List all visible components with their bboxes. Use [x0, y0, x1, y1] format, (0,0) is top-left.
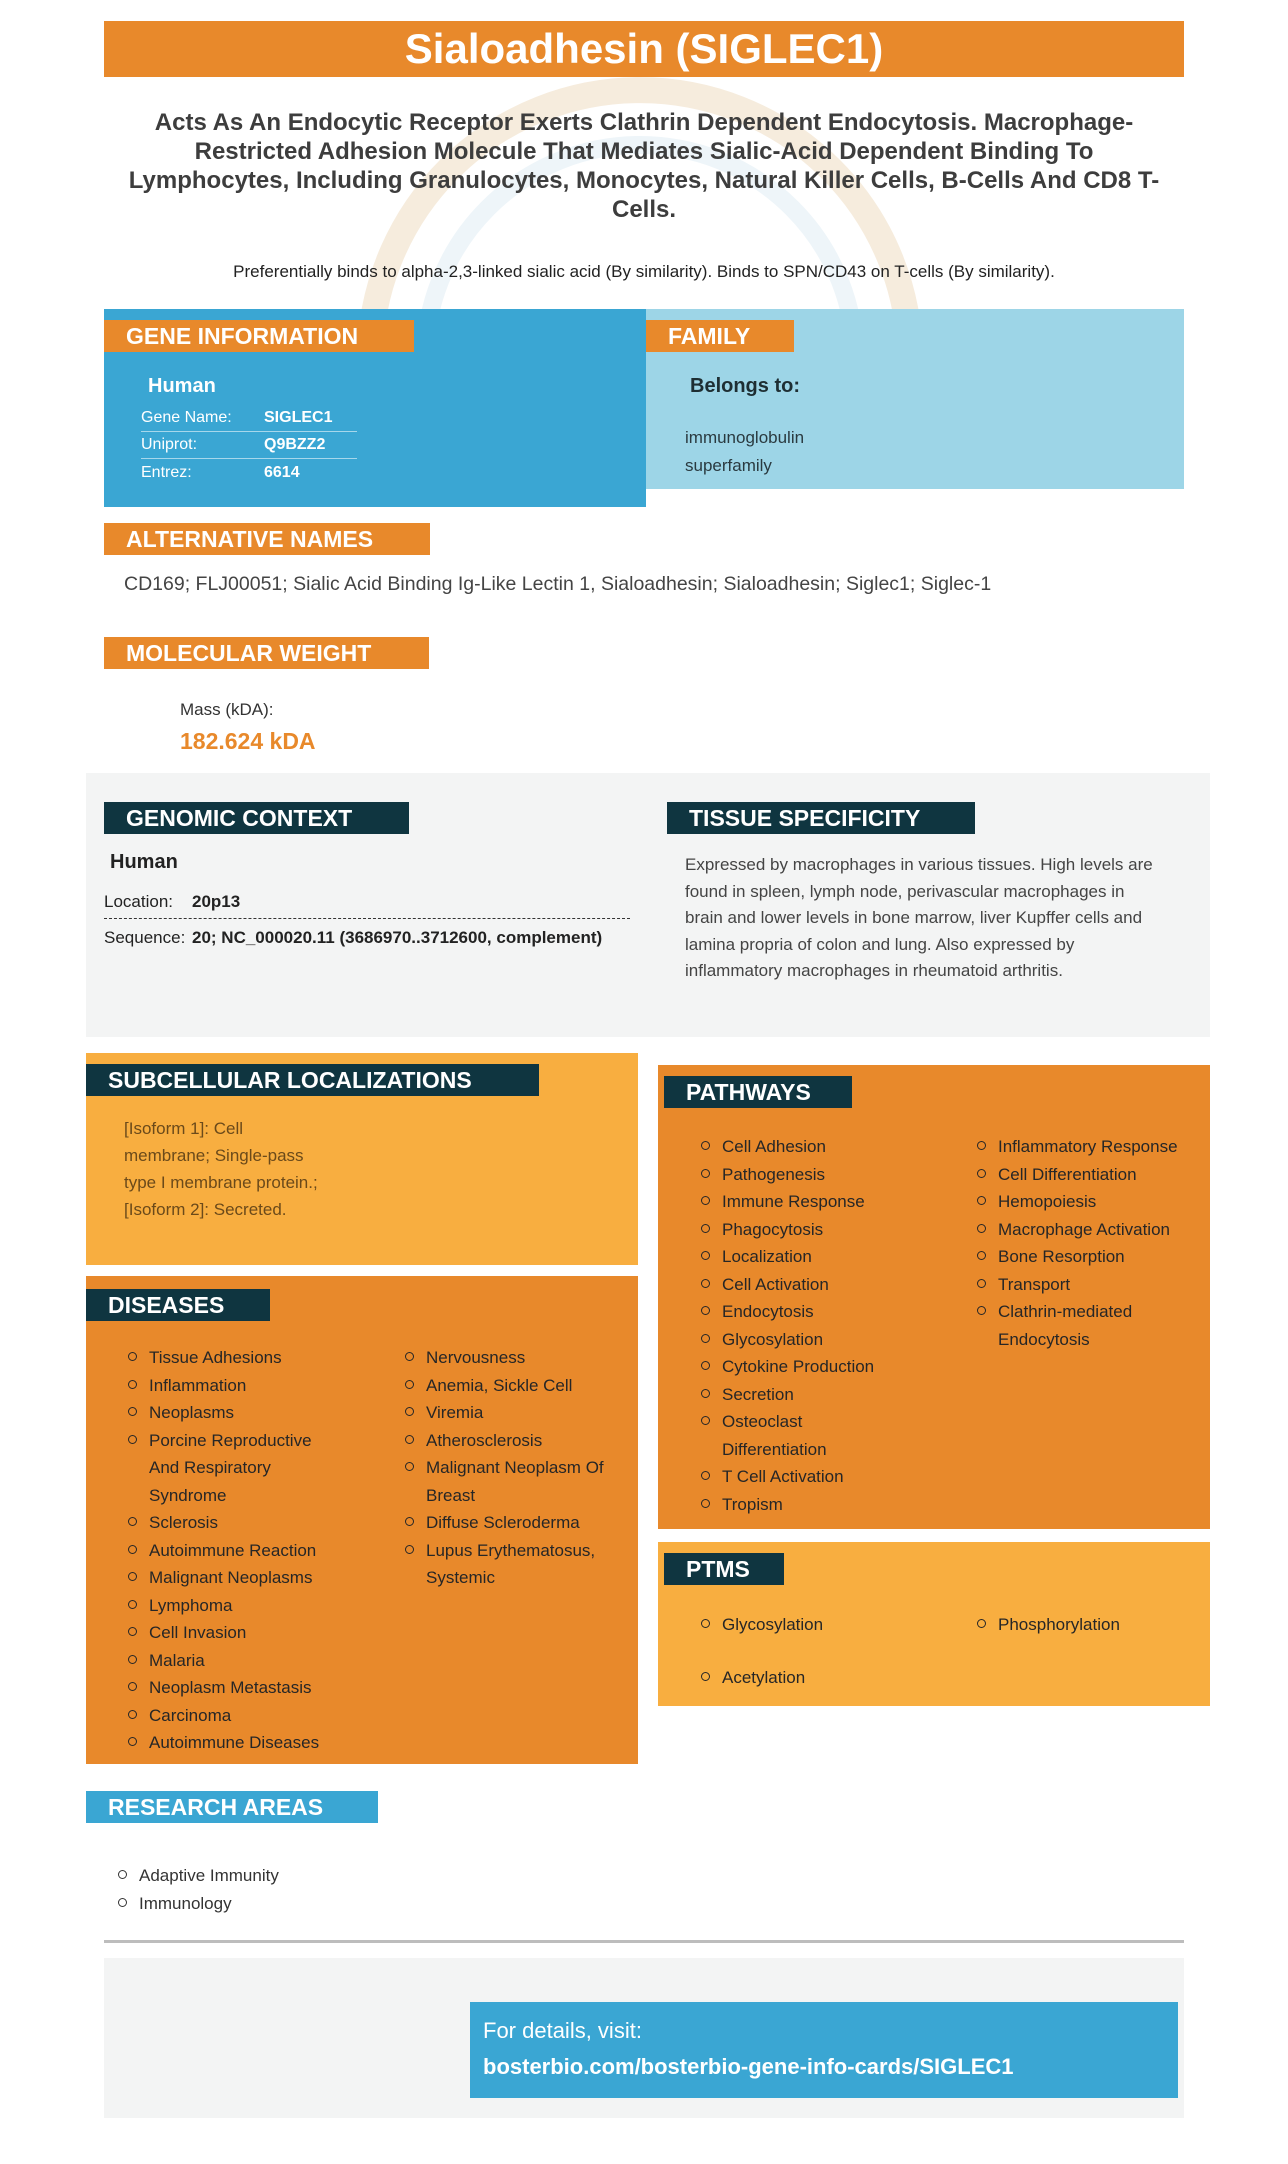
uniprot-row — [141, 432, 357, 459]
subcellular-line-4: [Isoform 2]: Secreted. — [124, 1200, 287, 1219]
gene-name-row — [141, 405, 357, 432]
subcellular-line-3: type I membrane protein.; — [124, 1173, 318, 1192]
sequence-row — [104, 928, 602, 948]
list-item: Macrophage Activation — [972, 1216, 1208, 1244]
list-item: Malignant Neoplasm Of Breast — [400, 1454, 630, 1509]
uniprot-label: Uniprot: — [141, 436, 198, 453]
family-belongs-label: Belongs to: — [690, 375, 800, 397]
list-item: Inflammation — [123, 1372, 353, 1400]
ptms-heading: PTMS — [664, 1553, 784, 1585]
family-heading: FAMILY — [646, 320, 794, 352]
tissue-line-5: inflammatory macrophages in rheumatoid arthritis. — [685, 961, 1063, 980]
details-label: For details, visit: — [483, 2018, 642, 2043]
list-item: Pathogenesis — [696, 1161, 946, 1189]
page-title: Sialoadhesin (SIGLEC1) — [104, 21, 1184, 77]
list-item: Tissue Adhesions — [123, 1344, 353, 1372]
list-item: Porcine Reproductive And Respiratory Syndrome — [123, 1427, 353, 1510]
list-item: Lymphoma — [123, 1592, 353, 1620]
entrez-row — [141, 459, 357, 486]
list-item: Cell Invasion — [123, 1619, 353, 1647]
tissue-specificity-heading: TISSUE SPECIFICITY — [667, 802, 975, 834]
subcellular-heading: SUBCELLULAR LOCALIZATIONS — [86, 1064, 539, 1096]
location-row — [104, 892, 240, 912]
molecular-weight-heading: MOLECULAR WEIGHT — [104, 637, 429, 669]
list-item: Nervousness — [400, 1344, 630, 1372]
entrez-value: 6614 — [264, 463, 300, 481]
tissue-line-4: lamina propria of colon and lung. Also expressed by — [685, 934, 1075, 954]
list-item: Immune Response — [696, 1188, 946, 1216]
list-item: Acetylation — [696, 1664, 946, 1692]
list-item: Endocytosis — [696, 1298, 946, 1326]
list-item: Neoplasm Metastasis — [123, 1674, 353, 1702]
list-item: Osteoclast Differentiation — [696, 1408, 946, 1463]
list-item: Adaptive Immunity — [113, 1862, 413, 1890]
list-item: Glycosylation — [696, 1611, 946, 1639]
list-item: Malaria — [123, 1647, 353, 1675]
subcellular-line-1: [Isoform 1]: Cell — [124, 1119, 244, 1138]
ptms-list-col-2 — [972, 1611, 1208, 1639]
list-item: Glycosylation — [696, 1326, 946, 1354]
gene-species: Human — [148, 375, 216, 397]
list-item: Hemopoiesis — [972, 1188, 1208, 1216]
list-item: Phagocytosis — [696, 1216, 946, 1244]
sequence-label: Sequence: — [104, 928, 186, 947]
list-item: Tropism — [696, 1491, 946, 1519]
list-item: Cell Differentiation — [972, 1161, 1208, 1189]
subcellular-line-2: membrane; Single-pass — [124, 1146, 304, 1165]
details-url[interactable]: bosterbio.com/bosterbio-gene-info-cards/SIGLEC1 — [483, 2054, 1014, 2079]
list-item: Immunology — [113, 1890, 413, 1918]
list-item: Phosphorylation — [972, 1611, 1208, 1639]
mass-label: Mass (kDA): — [180, 700, 274, 719]
list-item: Bone Resorption — [972, 1243, 1208, 1271]
tissue-line-1: Expressed by macrophages in various tissues. High levels are — [685, 855, 1153, 874]
entrez-label: Entrez: — [141, 463, 192, 481]
tissue-line-3: brain and lower levels in bone marrow, liver Kupffer cells and — [685, 908, 1143, 927]
list-item: Carcinoma — [123, 1702, 353, 1730]
family-value-line-1: immunoglobulin — [685, 428, 805, 447]
list-item: Atherosclerosis — [400, 1427, 630, 1455]
list-item: T Cell Activation — [696, 1463, 946, 1491]
gene-name-value: SIGLEC1 — [264, 409, 333, 426]
sequence-value: 20; NC_000020.11 (3686970..3712600, complement) — [192, 928, 603, 947]
gene-info-table — [141, 405, 357, 486]
details-link-box[interactable] — [470, 2002, 1178, 2098]
diseases-heading: DISEASES — [86, 1289, 270, 1321]
list-item: Inflammatory Response — [972, 1133, 1208, 1161]
list-item: Anemia, Sickle Cell — [400, 1372, 630, 1400]
alternative-names-heading: ALTERNATIVE NAMES — [104, 523, 430, 555]
pathways-heading: PATHWAYS — [664, 1076, 852, 1108]
tissue-line-2: found in spleen, lymph node, perivascular macrophages in — [685, 881, 1125, 901]
genomic-dashed-divider — [104, 918, 630, 919]
list-item: Sclerosis — [123, 1509, 353, 1537]
list-item: Cell Activation — [696, 1271, 946, 1299]
pathways-list-col-1 — [696, 1133, 946, 1518]
subcellular-text — [124, 1115, 318, 1223]
location-label: Location: — [104, 892, 173, 911]
pathways-list-col-2 — [972, 1133, 1208, 1353]
gene-name-label: Gene Name: — [141, 409, 232, 426]
ptms-list-col-1 — [696, 1611, 946, 1691]
family-value — [685, 424, 804, 480]
tissue-specificity-text — [685, 852, 1153, 985]
list-item: Neoplasms — [123, 1399, 353, 1427]
uniprot-value: Q9BZZ2 — [264, 436, 326, 453]
alternative-names-text: CD169; FLJ00051; Sialic Acid Binding Ig-Like Lectin 1, Sialoadhesin; Sialoadhesin; Siglec1; Siglec-1 — [124, 573, 992, 595]
list-item: Autoimmune Reaction — [123, 1537, 353, 1565]
list-item: Autoimmune Diseases — [123, 1729, 353, 1757]
footer-divider — [104, 1940, 1184, 1943]
list-item: Malignant Neoplasms — [123, 1564, 353, 1592]
genomic-species: Human — [110, 851, 178, 873]
list-item: Viremia — [400, 1399, 630, 1427]
list-item: Diffuse Scleroderma — [400, 1509, 630, 1537]
list-item: Localization — [696, 1243, 946, 1271]
diseases-list-col-2 — [400, 1344, 630, 1592]
gene-information-heading: GENE INFORMATION — [104, 320, 414, 352]
list-item: Secretion — [696, 1381, 946, 1409]
list-item: Lupus Erythematosus, Systemic — [400, 1537, 630, 1592]
function-note: Preferentially binds to alpha-2,3-linked sialic acid (By similarity). Binds to SPN/CD43 on T-cells (By similarity). — [233, 262, 1055, 281]
genomic-context-heading: GENOMIC CONTEXT — [104, 802, 409, 834]
location-value: 20p13 — [192, 892, 241, 911]
diseases-list-col-1 — [123, 1344, 353, 1757]
family-value-line-2: superfamily — [685, 456, 772, 475]
list-item: Transport — [972, 1271, 1208, 1299]
list-item: Clathrin-mediated Endocytosis — [972, 1298, 1208, 1353]
list-item: Cytokine Production — [696, 1353, 946, 1381]
list-item: Cell Adhesion — [696, 1133, 946, 1161]
function-summary: Acts As An Endocytic Receptor Exerts Clathrin Dependent Endocytosis. Macrophage-Restricted Adhesion Molecule That Mediates Sialic-Acid Dependent Binding To Lymphocytes, Including Granulocytes, Monocytes, Natural Killer Cells, B-Cells And CD8 T-Cells. — [128, 109, 1160, 223]
research-areas-list — [113, 1862, 413, 1917]
research-areas-heading: RESEARCH AREAS — [86, 1791, 378, 1823]
mass-value: 182.624 kDA — [180, 728, 316, 754]
